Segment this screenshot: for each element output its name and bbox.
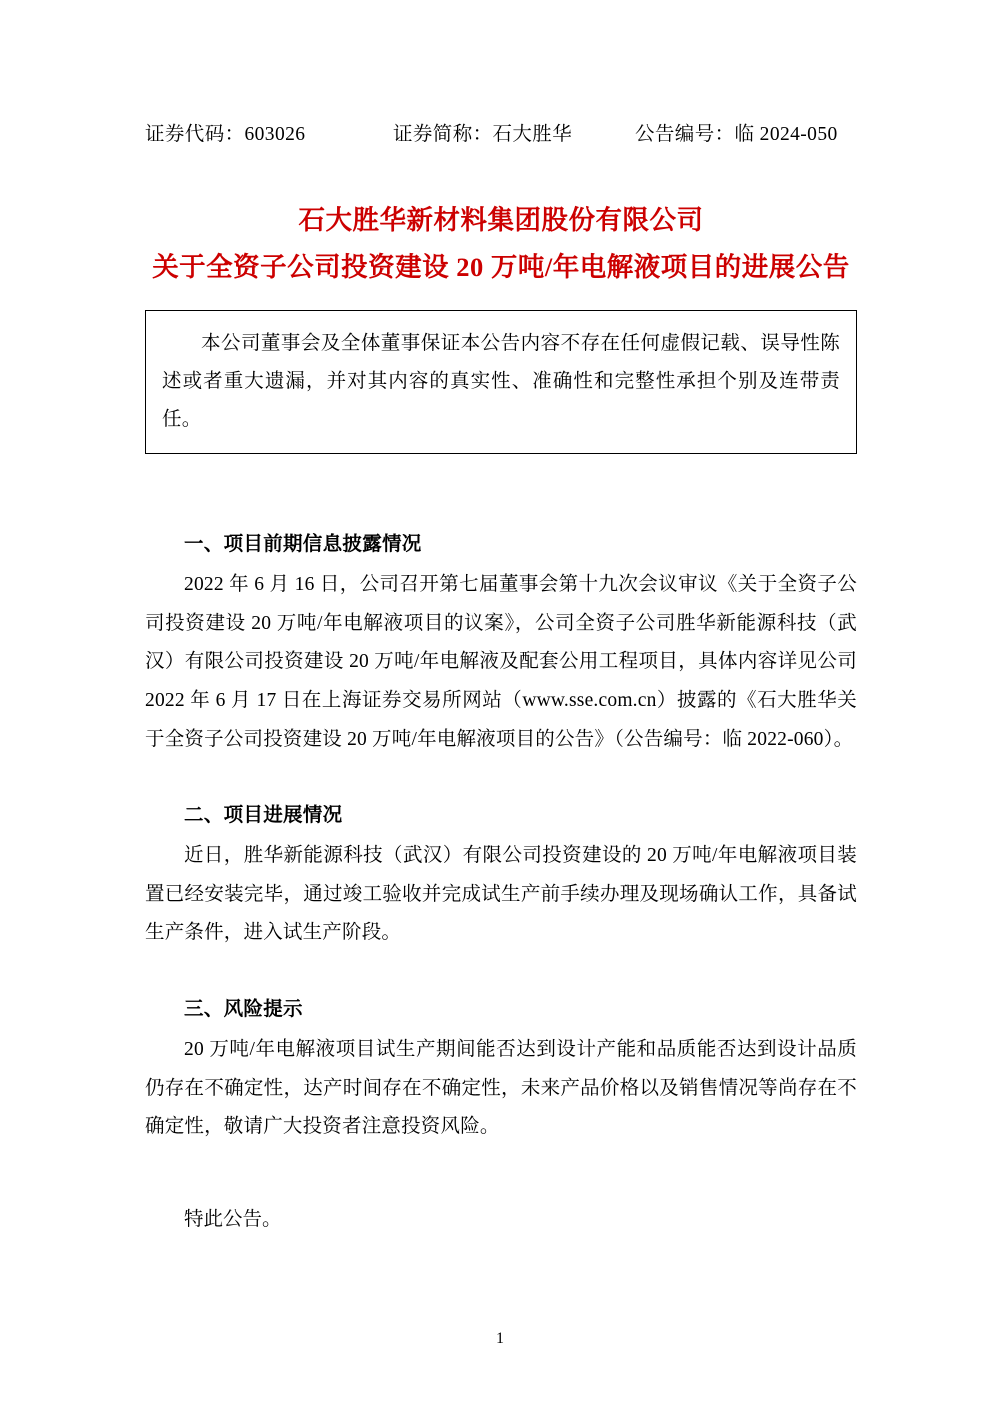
section-heading-3: 三、风险提示 (184, 999, 303, 1021)
company-name-title: 石大胜华新材料集团股份有限公司 (298, 205, 704, 235)
section-heading-1: 一、项目前期信息披露情况 (184, 534, 422, 556)
document-header (145, 118, 857, 146)
board-statement-text: 本公司董事会及全体董事保证本公告内容不存在任何虚假记载、误导性陈述或者重大遗漏，并对其内容的真实性、准确性和完整性承担个别及连带责任。 (162, 333, 840, 431)
board-statement-box (145, 310, 857, 454)
section-paragraph-1: 2022 年 6 月 16 日，公司召开第七届董事会第十九次会议审议《关于全资子公司投资建设 20 万吨/年电解液项目的议案》，公司全资子公司胜华新能源科技（武汉）有限公司投资建设 20 万吨/年电解液及配套公用工程项目，具体内容详见公司 2022 年 6 月 17 日在上海证券交易所网站（www.sse.com.cn）披露的《石大胜华关于全资子公司投资建设 20 万吨/年电解液项目的公告》（公告编号：临 2022-060）。 (145, 574, 857, 750)
document-content (145, 0, 857, 1250)
section-paragraph-3: 20 万吨/年电解液项目试生产期间能否达到设计产能和品质能否达到设计品质仍存在不确定性，达产时间存在不确定性，未来产品价格以及销售情况等尚存在不确定性，敬请广大投资者注意投资风险。 (145, 1039, 857, 1138)
announcement-subject-title: 关于全资子公司投资建设 20 万吨/年电解液项目的进展公告 (152, 252, 850, 283)
security-abbreviation: 证券简称：石大胜华 (393, 124, 573, 145)
section-heading-2: 二、项目进展情况 (184, 805, 343, 827)
closing-statement: 特此公告。 (184, 1208, 282, 1230)
page-title (145, 200, 857, 288)
announcement-number: 公告编号：临 2024-050 (635, 124, 838, 145)
section-paragraph-2: 近日，胜华新能源科技（武汉）有限公司投资建设的 20 万吨/年电解液项目装置已经安装完毕，通过竣工验收并完成试生产前手续办理及现场确认工作，具备试生产条件，进入试生产阶段。 (145, 845, 857, 944)
page-number: 1 (496, 1330, 504, 1347)
security-code: 证券代码：603026 (145, 124, 306, 145)
